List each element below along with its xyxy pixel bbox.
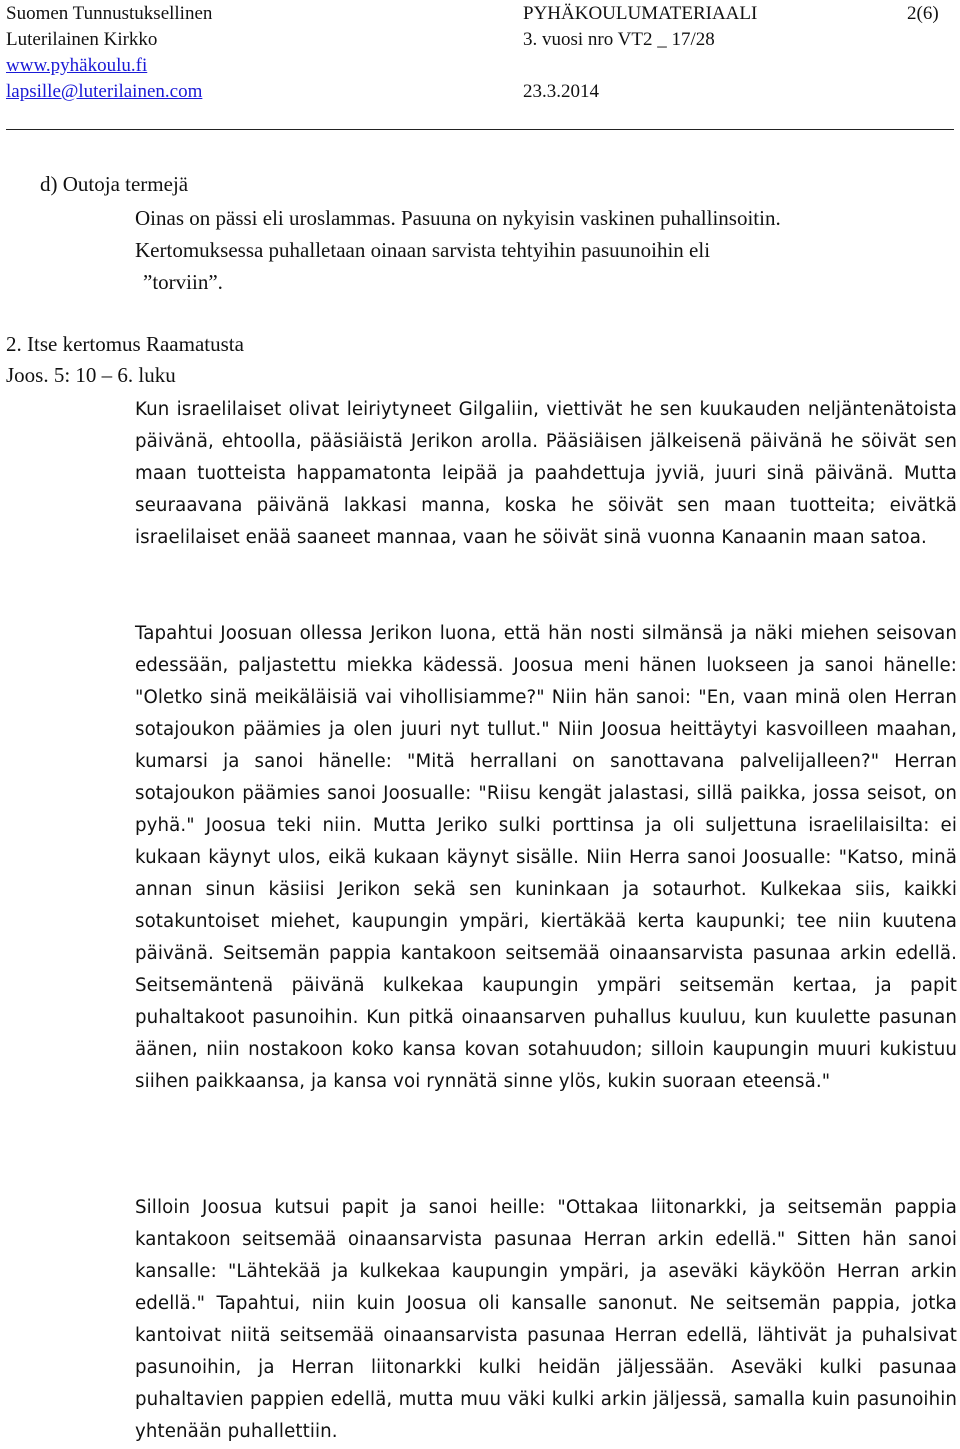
header-document-info bbox=[523, 1, 757, 105]
section-2-heading: 2. Itse kertomus Raamatusta bbox=[6, 332, 244, 356]
website-link[interactable]: www.pyhäkoulu.fi bbox=[6, 55, 148, 76]
material-title: PYHÄKOULUMATERIAALI bbox=[523, 3, 758, 24]
story-paragraph-1: Kun israelilaiset olivat leiriytyneet Gilgaliin, viettivät he sen kuukauden neljäntenätoista päivänä, ehtoolla, pääsiäistä Jerikon arolla. Pääsiäisen jälkeisenä päivänä he söivät sen maan tuotteista happamatonta leipää ja paahdettuja jyviä, juuri sinä päivänä. Mutta seuraavana päivänä lakkasi manna, koska he söivät sen maan tuotteita; eivätkä israelilaiset enää saaneet mannaa, vaan he söivät sinä vuonna Kanaanin maan satoa. bbox=[135, 399, 957, 548]
header-org-name-2: Luterilainen Kirkko bbox=[6, 29, 158, 50]
section-d-body bbox=[135, 202, 781, 298]
story-paragraph-3: Silloin Joosua kutsui papit ja sanoi heille: "Ottakaa liitonarkki, ja seitsemän pappia kantakoon seitsemää oinaansarvista pasunaa Herran arkin edellä." Sitten hän sanoi kansalle: "Lähtekää ja kulkekaa kaupungin ympäri, ja aseväki käyköön Herran arkin edellä." Tapahtui, niin kuin Joosua oli kansalle sanonut. Ne seitsemän pappia, jotka kantoivat niitä seitsemää oinaansarvista pasunaa Herran edellä, lähtivät ja puhalsivat pasunoihin, ja Herran liitonarkki kulki heidän jäljessään. Aseväki kulki pasunaa puhaltavien pappien edellä, mutta muu väki kulki arkin jäljessä, samalla kuin pasunoihin yhtenään puhallettiin. bbox=[135, 1197, 957, 1442]
term-line-1: Oinas on pässi eli uroslammas. Pasuuna on nykyisin vaskinen puhallinsoitin. bbox=[135, 206, 781, 230]
header-organization bbox=[6, 1, 212, 105]
header-blank-line bbox=[523, 53, 757, 79]
header-org-name-1: Suomen Tunnustuksellinen bbox=[6, 3, 213, 24]
term-line-2: Kertomuksessa puhalletaan oinaan sarvista tehtyihin pasuunoihin eli bbox=[135, 238, 711, 262]
email-link[interactable]: lapsille@luterilainen.com bbox=[6, 81, 203, 102]
term-line-3: ”torviin”. bbox=[143, 270, 223, 294]
page-number: 2(6) bbox=[907, 3, 939, 24]
story-paragraph-2: Tapahtui Joosuan ollessa Jerikon luona, että hän nosti silmänsä ja näki miehen seisovan edessään, paljastettu miekka kädessä. Joosua meni hänen luokseen ja sanoi hänelle: "Oletko sinä meikäläisiä vai vihollisiamme?" Niin hän sanoi: "En, vaan minä olen Herran sotajoukon päämies ja olen juuri nyt tullut." Niin Joosua heittäytyi kasvoilleen maahan, kumarsi ja sanoi hänelle: "Mitä herrallani on sanottavana palvelijalleen?" Herran sotajoukon päämies sanoi Joosualle: "Riisu kengät jalastasi, sillä paikka, jossa seisot, on pyhä." Joosua teki niin. Mutta Jeriko sulki porttinsa ja oli suljettuna israelilaisilta: ei kukaan käynyt ulos, eikä kukaan käynyt sisälle. Niin Herra sanoi Joosualle: "Katso, minä annan sinun käsiisi Jerikon sekä sen kuninkaan ja sotaurhot. Kulkekaa siis, kaikki sotakuntoiset miehet, kaupungin ympäri, kiertäkää kerta kaupunki; tee niin kuutena päivänä. Seitsemän pappia kantakoon seitsemää oinaansarvista pasunaa arkin edellä. Seitsemäntenä päivänä kulkekaa kaupungin ympäri seitsemän kertaa, ja papit puhaltakoot pasunoihin. Kun pitkä oinaansarven puhallus kuuluu, kun kuulette pasunan äänen, niin nostakoon koko kansa kovan sotahuudon; silloin kaupungin muuri kukistuu siihen paikkaansa, ja kansa voi rynnätä sinne ylös, kukin suoraan eteensä." bbox=[135, 623, 957, 1092]
issue-number: 3. vuosi nro VT2 _ 17/28 bbox=[523, 29, 715, 50]
document-date: 23.3.2014 bbox=[523, 81, 599, 102]
scripture-reference: Joos. 5: 10 – 6. luku bbox=[6, 363, 176, 387]
section-d-heading: d) Outoja termejä bbox=[40, 172, 189, 196]
header-divider bbox=[6, 129, 954, 130]
